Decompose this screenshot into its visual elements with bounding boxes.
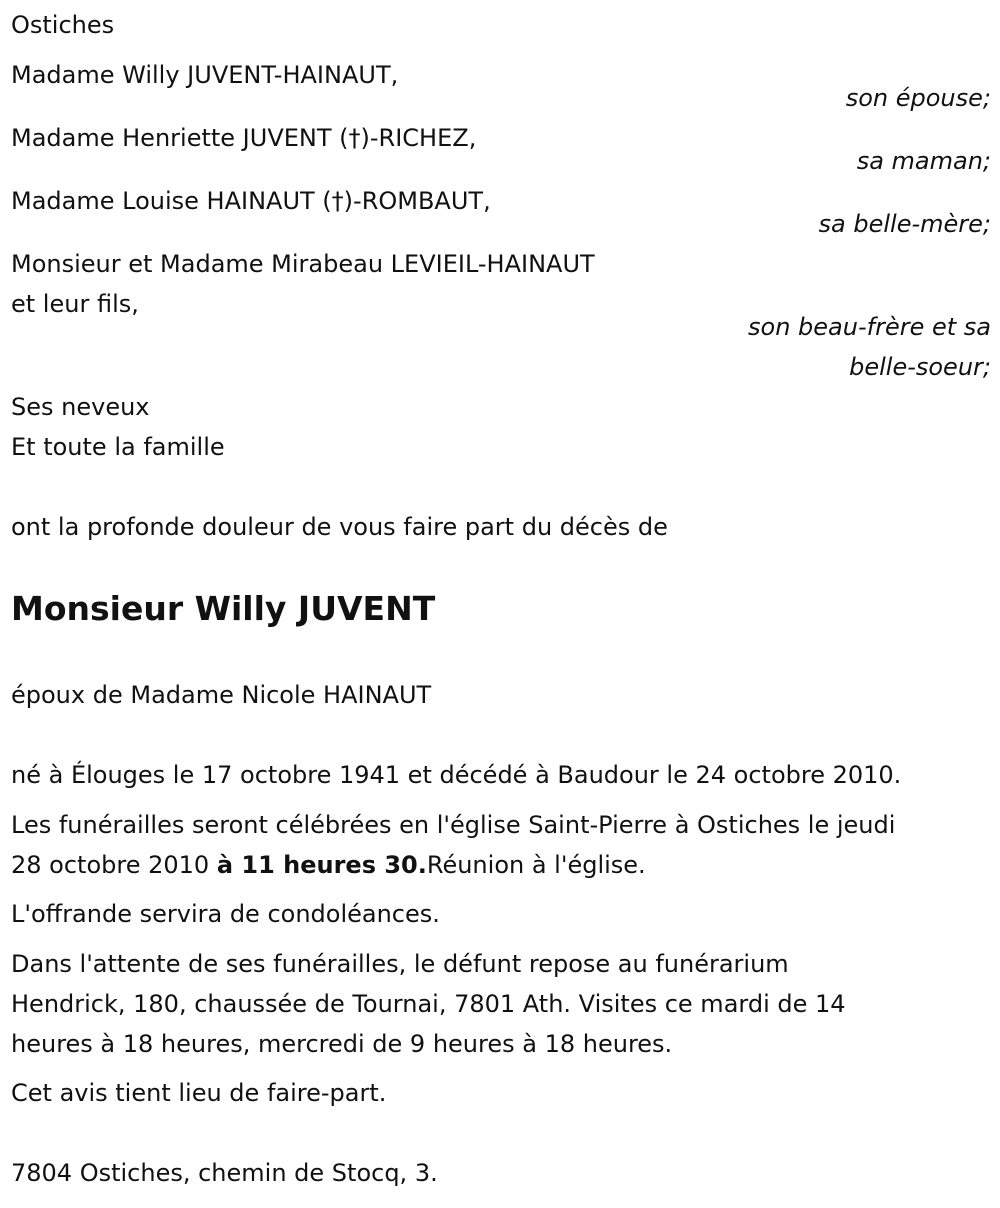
wake-info-line3: heures à 18 heures, mercredi de 9 heures à 18 heures.	[11, 1030, 673, 1058]
family-member-in-laws-line1: Monsieur et Madame Mirabeau LEVIEIL-HAINAUT	[11, 250, 595, 278]
locality-heading: Ostiches	[11, 11, 115, 39]
deceased-name: Monsieur Willy JUVENT	[11, 589, 436, 628]
wake-info-line1: Dans l'attente de ses funérailles, le défunt repose au funérarium	[11, 950, 789, 978]
deceased-spouse: époux de Madame Nicole HAINAUT	[11, 681, 432, 709]
wake-info-line2: Hendrick, 180, chaussée de Tournai, 7801 Ath. Visites ce mardi de 14	[11, 990, 846, 1018]
family-role-in-laws-line2: belle-soeur;	[849, 353, 991, 381]
family-member-in-laws-line2: et leur fils,	[11, 290, 139, 318]
funeral-info-line1: Les funérailles seront célébrées en l'église Saint-Pierre à Ostiches le jeudi	[11, 811, 896, 839]
family-role-spouse: son épouse;	[845, 84, 991, 112]
family-address: 7804 Ostiches, chemin de Stocq, 3.	[11, 1159, 438, 1187]
funeral-gathering: Réunion à l'église.	[426, 851, 646, 879]
announcement-text: ont la profonde douleur de vous faire part du décès de	[11, 513, 668, 541]
notice-text: Cet avis tient lieu de faire-part.	[11, 1079, 387, 1107]
family-member-mother-in-law: Madame Louise HAINAUT (†)-ROMBAUT,	[11, 187, 491, 215]
family-member-mother: Madame Henriette JUVENT (†)-RICHEZ,	[11, 124, 477, 152]
family-role-in-laws-line1: son beau-frère et sa	[748, 313, 991, 341]
funeral-info-line2	[11, 845, 646, 885]
obituary-document	[11, 0, 991, 1208]
funeral-date: 28 octobre 2010	[11, 851, 217, 879]
others-family: Et toute la famille	[11, 433, 225, 461]
funeral-time: à 11 heures 30.	[216, 851, 427, 879]
offering-text: L'offrande servira de condoléances.	[11, 900, 440, 928]
family-role-mother-in-law: sa belle-mère;	[818, 210, 991, 238]
birth-death-info: né à Élouges le 17 octobre 1941 et décédé à Baudour le 24 octobre 2010.	[11, 761, 902, 789]
family-member-spouse: Madame Willy JUVENT-HAINAUT,	[11, 61, 399, 89]
family-role-mother: sa maman;	[856, 147, 991, 175]
others-nephews: Ses neveux	[11, 393, 150, 421]
